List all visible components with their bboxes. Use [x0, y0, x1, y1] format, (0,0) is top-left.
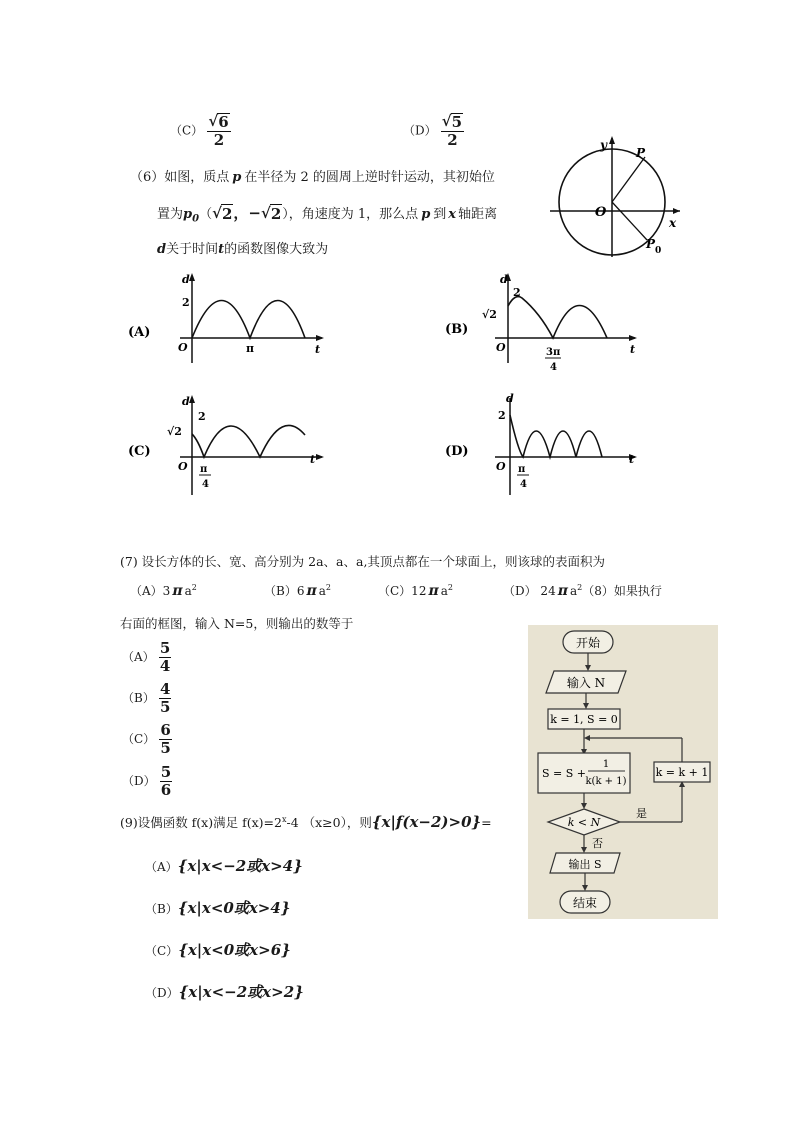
graph-b: [440, 268, 645, 378]
option-label: （D）: [145, 986, 179, 1000]
text: 关于时间: [166, 242, 219, 257]
q8-stem-start: （8）如果执行: [582, 584, 662, 598]
origin-label: O: [178, 460, 188, 473]
text: -4 （x≥0），则: [286, 815, 372, 830]
option-label: （A）3: [130, 584, 171, 598]
x-label: x: [669, 216, 677, 230]
end-label: 结束: [572, 896, 598, 910]
option-label: （A）: [145, 860, 178, 874]
exponent: 2: [325, 583, 331, 592]
subscript: 0: [192, 213, 200, 225]
fraction: [160, 764, 172, 799]
text: 在半径为 2 的圆周上逆时针运动，其初始位: [244, 170, 495, 185]
var-t: t: [218, 242, 225, 257]
fraction: [159, 640, 171, 675]
option-label: （B）6: [264, 584, 305, 598]
increment-label: k = k + 1: [655, 766, 709, 779]
curve: [192, 301, 305, 339]
q9-option-a: [145, 855, 303, 876]
option-label: （D）: [403, 123, 437, 138]
x-tick-num: π: [518, 464, 526, 475]
y-tick: √2: [167, 425, 182, 438]
denominator: 6: [160, 781, 172, 799]
option-label: （C）: [122, 732, 156, 746]
pi: π: [306, 583, 317, 599]
y-tick: 2: [182, 296, 190, 309]
origin-label: O: [496, 460, 506, 473]
q7-stem: (7) 设长方体的长、宽、高分别为 2a、a、a,其顶点都在一个球面上，则该球的表面积为: [120, 554, 605, 569]
fraction: [159, 722, 171, 757]
graph-c: [120, 390, 335, 495]
y-tick: √2: [482, 308, 497, 321]
var-p: p: [232, 170, 242, 185]
condition-label: k < N: [567, 816, 601, 829]
text: 的函数图像大致为: [224, 242, 329, 257]
numerator: 4: [159, 680, 171, 698]
y-tick: 2: [498, 409, 506, 422]
var-d: d: [157, 242, 167, 257]
unit: a: [440, 584, 448, 598]
x-tick-num: π: [200, 464, 208, 475]
text: =: [481, 815, 492, 830]
fraction: [159, 681, 171, 716]
numerator: 5: [160, 763, 172, 781]
y-label: d: [182, 273, 190, 286]
y-label: y: [600, 138, 607, 152]
q9-option-c: [145, 939, 291, 960]
option-label: （B）: [122, 691, 155, 705]
text: 到: [433, 207, 447, 222]
q5-option-c: [170, 113, 231, 149]
text: ，−: [233, 204, 261, 222]
graph-d: [440, 390, 645, 495]
numerator: 5: [159, 639, 171, 657]
denominator: 2: [213, 131, 225, 149]
q6-line-1: [130, 166, 495, 185]
origin-label: O: [496, 341, 506, 354]
q8-option-b: [122, 681, 171, 716]
q7-option-c: [378, 582, 453, 599]
sum-denominator: k(k + 1): [585, 776, 627, 787]
unit: a: [318, 584, 326, 598]
option-label: （A）: [122, 650, 155, 664]
y-tick: 2: [513, 286, 521, 299]
exponent: 2: [447, 583, 453, 592]
radicand: 2: [221, 205, 233, 223]
exponent: x: [281, 814, 287, 824]
set-expression: {x|f(x−2)>0}: [371, 813, 482, 831]
yes-label: 是: [636, 807, 647, 820]
q8-option-d: [122, 764, 172, 799]
text: 轴距离: [458, 207, 498, 222]
option-label: （B）: [145, 902, 178, 916]
text: (9)设偶函数 f(x)满足 f(x)=2: [120, 815, 282, 830]
option-label: (B): [445, 322, 469, 337]
set-expression: {x|x<0或x>6}: [178, 941, 291, 959]
option-label: (D): [445, 444, 469, 459]
sum-label: S = S +: [542, 767, 586, 780]
option-label: （C）: [145, 944, 179, 958]
fraction: √ 5 2: [441, 112, 463, 149]
pi: π: [172, 583, 183, 599]
curve: [508, 297, 607, 338]
x-tick-num: 3π: [546, 347, 561, 358]
option-label: （C）: [170, 123, 204, 138]
denominator: 2: [447, 131, 458, 149]
option-label: （C）12: [378, 584, 427, 598]
q5-option-d: [403, 113, 464, 149]
unit: a: [569, 584, 578, 598]
q8-option-c: [122, 722, 172, 757]
q6-line-3: [157, 238, 328, 257]
x-tick-den: 4: [550, 362, 557, 373]
t-label: t: [629, 453, 635, 466]
circle-figure: [545, 132, 685, 260]
denominator: 5: [159, 698, 171, 716]
var-p0: p: [183, 207, 193, 222]
denominator: 5: [160, 739, 171, 757]
t-label: t: [315, 343, 321, 356]
t-label: t: [310, 453, 316, 466]
text: ，角速度为 1，那么点: [288, 207, 419, 222]
option-label: （D） 24: [503, 584, 556, 598]
input-label: 输入 N: [566, 676, 606, 690]
fraction: √ 6 2: [208, 112, 229, 149]
q9-option-d: [145, 981, 304, 1002]
var-x: x: [448, 207, 457, 222]
option-label: （D）: [122, 774, 156, 788]
point-p-label: P: [636, 146, 646, 160]
pi: π: [557, 583, 568, 599]
x-tick: π: [246, 342, 255, 355]
exponent: 2: [191, 583, 197, 592]
unit: a: [184, 584, 192, 598]
output-label: 输出 S: [568, 858, 602, 871]
y-label: d: [500, 273, 508, 286]
denominator: 4: [159, 657, 171, 675]
point-p0-label: P: [646, 237, 656, 251]
option-label: (A): [128, 325, 151, 340]
radicand: 6: [218, 113, 229, 131]
x-tick-den: 4: [202, 479, 209, 490]
exponent: 2: [577, 583, 583, 592]
q9-option-b: [145, 897, 290, 918]
q7-option-b: [264, 582, 331, 599]
curve: [192, 425, 305, 457]
origin-label: O: [595, 205, 607, 220]
y-tick: 2: [198, 410, 206, 423]
q6-line-2: 置为$p_0$（ √ 2 ，− √ 2 ），角速度为 1，那么点 p 到 x 轴距离: [157, 204, 498, 225]
radicand: 2: [270, 205, 282, 223]
set-expression: {x|x<−2或x>4}: [177, 857, 303, 875]
init-label: k = 1, S = 0: [550, 713, 618, 726]
q8-option-a: [122, 640, 171, 675]
q7-option-a: [130, 582, 197, 599]
curve: [510, 415, 602, 457]
start-label: 开始: [575, 636, 601, 650]
q9-stem: [120, 813, 492, 831]
radicand: 5: [451, 113, 463, 131]
text: 置为: [157, 207, 184, 222]
pi: π: [428, 583, 439, 599]
graph-a: [120, 268, 335, 368]
set-expression: {x|x<−2或x>2}: [178, 983, 304, 1001]
option-label: (C): [128, 444, 151, 459]
x-tick-den: 4: [520, 479, 527, 490]
text: （: [199, 207, 213, 222]
sum-numerator: 1: [602, 759, 610, 770]
flowchart: [528, 625, 718, 919]
origin-label: O: [178, 341, 188, 354]
y-label: d: [506, 392, 514, 405]
q8-stem: 右面的框图，输入 N=5，则输出的数等于: [120, 616, 354, 631]
y-label: d: [182, 395, 190, 408]
var-p: p: [421, 207, 431, 222]
t-label: t: [630, 343, 636, 356]
text: ）: [282, 207, 289, 222]
text: （6）如图，质点: [130, 170, 230, 185]
numerator: 6: [160, 721, 171, 739]
no-label: 否: [592, 837, 603, 850]
point-p0-subscript: 0: [655, 246, 662, 256]
q7-option-d: [503, 582, 662, 599]
set-expression: {x|x<0或x>4}: [177, 899, 291, 917]
